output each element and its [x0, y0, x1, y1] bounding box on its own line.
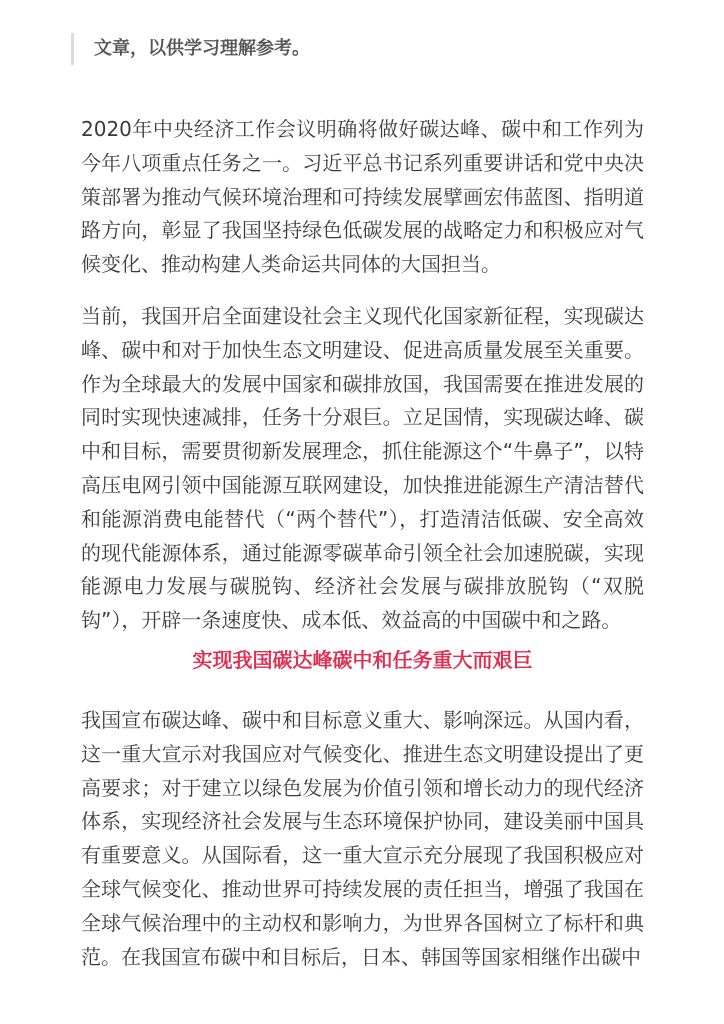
section-heading: 实现我国碳达峰碳中和任务重大而艰巨	[192, 648, 533, 672]
quote-block	[71, 33, 310, 65]
paragraph-current-situation: 当前，我国开启全面建设社会主义现代化国家新征程，实现碳达峰、碳中和对于加快生态文明建设、促进高质量发展至关重要。作为全球最大的发展中国家和碳排放国，我国需要在推进发展的同时实现快速减排，任务十分艰巨。立足国情，实现碳达峰、碳中和目标，需要贯彻新发展理念，抓住能源这个“牛鼻子”，以特高压电网引领中国能源互联网建设，加快推进能源生产清洁替代和能源消费电能替代（“两个替代”），打造清洁低碳、安全高效的现代能源体系，通过能源零碳革命引领全社会加速脱碳，实现能源电力发展与碳脱钩、经济社会发展与碳排放脱钩（“双脱钩”），开辟一条速度快、成本低、效益高的中国碳中和之路。	[81, 304, 644, 633]
quote-text: 文章，以供学习理解参考。	[94, 38, 310, 59]
paragraph-intro: 2020年中央经济工作会议明确将做好碳达峰、碳中和工作列为今年八项重点任务之一。习近平总书记系列重要讲话和党中央决策部署为推动气候环境治理和可持续发展擘画宏伟蓝图、指明道路方向，彰显了我国坚持绿色低碳发展的战略定力和积极应对气候变化、推动构建人类命运共同体的大国担当。	[81, 117, 644, 277]
paragraph-significance: 我国宣布碳达峰、碳中和目标意义重大、影响深远。从国内看，这一重大宣示对我国应对气候变化、推进生态文明建设提出了更高要求；对于建立以绿色发展为价值引领和增长动力的现代经济体系，实现经济社会发展与生态环境保护协同，建设美丽中国具有重要意义。从国际看，这一重大宣示充分展现了我国积极应对全球气候变化、推动世界可持续发展的责任担当，增强了我国在全球气候治理中的主动权和影响力，为世界各国树立了标杆和典范。在我国宣布碳中和目标后，日本、韩国等国家相继作出碳中	[81, 708, 644, 969]
